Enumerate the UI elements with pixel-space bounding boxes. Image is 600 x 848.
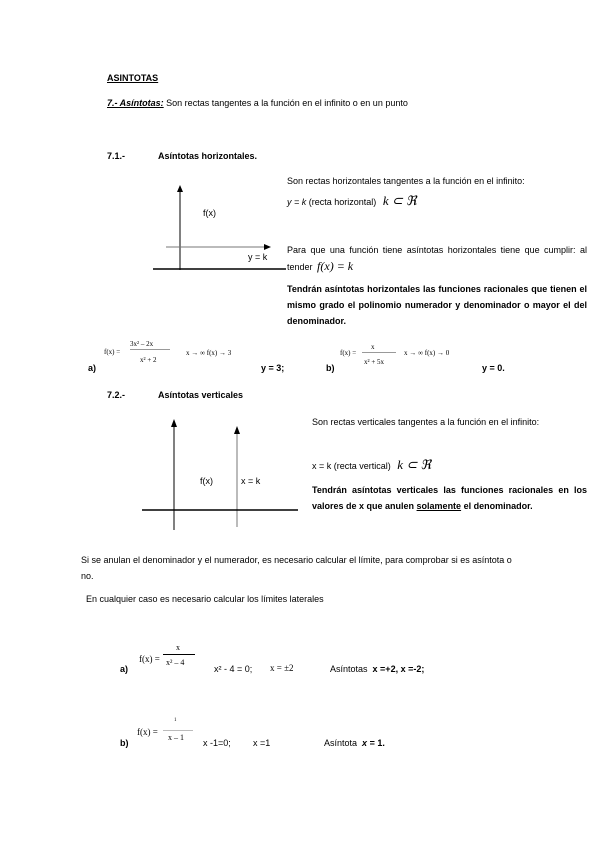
v-example-a-result-value: x =+2, x =-2; (372, 664, 425, 674)
intro-line (107, 98, 408, 108)
horizontal-condition-math: f(x) = k (317, 259, 354, 273)
v-example-a-f: f(x) = (139, 654, 160, 664)
v-example-a-eq: x² - 4 = 0; (214, 664, 253, 674)
vertical-note (312, 482, 587, 514)
h-example-a-den: x² + 2 (140, 356, 157, 364)
graph-v-fx-label: f(x) (200, 476, 213, 486)
horizontal-equation (287, 193, 417, 209)
h-example-a-limit: x → ∞ f(x) → 3 (186, 349, 232, 357)
paragraph-limit-check: Si se anulan el denominador y el numerador, es necesario calcular el límite, para comprobar si es asíntota o no. (81, 555, 512, 581)
v-example-a-den: x² – 4 (166, 658, 185, 667)
horizontal-asymptote-graph (148, 182, 288, 282)
vertical-eq-prefix: x = k (312, 461, 332, 471)
v-example-b-result-var: x (362, 738, 368, 748)
h-example-a-f: f(x) = (104, 348, 121, 356)
h-example-a-num: 3x² – 2x (130, 340, 154, 348)
intro-text: Son rectas tangentes a la función en el infinito o en un punto (163, 98, 408, 108)
graph-h-fx-label: f(x) (203, 208, 216, 218)
vertical-asymptote-graph (140, 412, 300, 537)
v-example-a-fraction-bar (163, 654, 195, 655)
horizontal-condition (287, 242, 587, 275)
v-example-b-root: x =1 (253, 738, 271, 748)
vertical-definition: Son rectas verticales tangentes a la función en el infinito: (312, 417, 540, 427)
horizontal-note: Tendrán asíntotas horizontales las funciones racionales que tienen el mismo grado el polinomio numerador y denominador o mayor el del denominador. (287, 284, 587, 326)
h-example-a-fraction-bar (130, 349, 170, 350)
v-example-b-fraction-bar (163, 730, 193, 731)
v-example-b-eq: x -1=0; (203, 738, 231, 748)
v-example-a-label: a) (120, 664, 129, 674)
v-example-b-f: f(x) = (137, 727, 158, 737)
v-example-a-num: x (176, 643, 180, 652)
section-heading-horizontal: Asíntotas horizontales. (158, 151, 258, 161)
h-example-b-result: y = 0. (482, 363, 505, 373)
vertical-equation (312, 457, 431, 473)
v-example-b-den: x – 1 (168, 733, 184, 742)
vertical-note-pre: Tendrán asíntotas verticales las funciones racionales en los valores de x que anulen (312, 485, 587, 511)
intro-label: 7.- Asíntotas: (107, 98, 164, 108)
section-number-horizontal: 7.1.- (107, 151, 126, 161)
horizontal-eq-label: (recta horizontal) (306, 197, 377, 207)
horizontal-condition-text: Para que una función tiene asíntotas horizontales tiene que cumplir: al tender (287, 245, 587, 272)
section-number-vertical: 7.2.- (107, 390, 126, 400)
h-example-a-label: a) (88, 363, 97, 373)
v-example-b-result (324, 738, 385, 748)
h-example-b-limit: x → ∞ f(x) → 0 (404, 349, 450, 357)
graph-h-yk-label: y = k (248, 252, 268, 262)
vertical-note-post: el denominador. (461, 501, 533, 511)
vertical-eq-math: k ⊂ ℜ (397, 457, 432, 472)
horizontal-eq-math: k ⊂ ℜ (382, 193, 417, 208)
h-example-b-den: x² + 5x (364, 358, 385, 366)
v-example-a-result (330, 664, 424, 674)
v-example-b-result-label: Asíntota (324, 738, 358, 748)
h-example-b-num: x (371, 343, 375, 351)
h-example-b-f: f(x) = (340, 349, 357, 357)
graph-v-xk-label: x = k (241, 476, 261, 486)
paragraph-lateral-limits: En cualquier caso es necesario calcular los límites laterales (86, 594, 324, 604)
vertical-eq-label: (recta vertical) (331, 461, 391, 471)
v-example-b-result-val: = 1. (367, 738, 385, 748)
section-heading-vertical: Asíntotas verticales (158, 390, 244, 400)
horizontal-eq-prefix: y = k (287, 197, 307, 207)
h-example-b-label: b) (326, 363, 335, 373)
h-example-b-fraction-bar (362, 352, 396, 353)
v-example-b-label: b) (120, 738, 129, 748)
vertical-note-underlined: solamente (416, 501, 462, 511)
v-example-a-roots: x = ±2 (270, 663, 294, 673)
horizontal-definition: Son rectas horizontales tangentes a la función en el infinito: (287, 176, 525, 186)
v-example-b-num: 1 (174, 718, 177, 723)
page-title: ASINTOTAS (107, 73, 159, 83)
h-example-a-result: y = 3; (261, 363, 285, 373)
v-example-a-result-label: Asíntotas (330, 664, 368, 674)
